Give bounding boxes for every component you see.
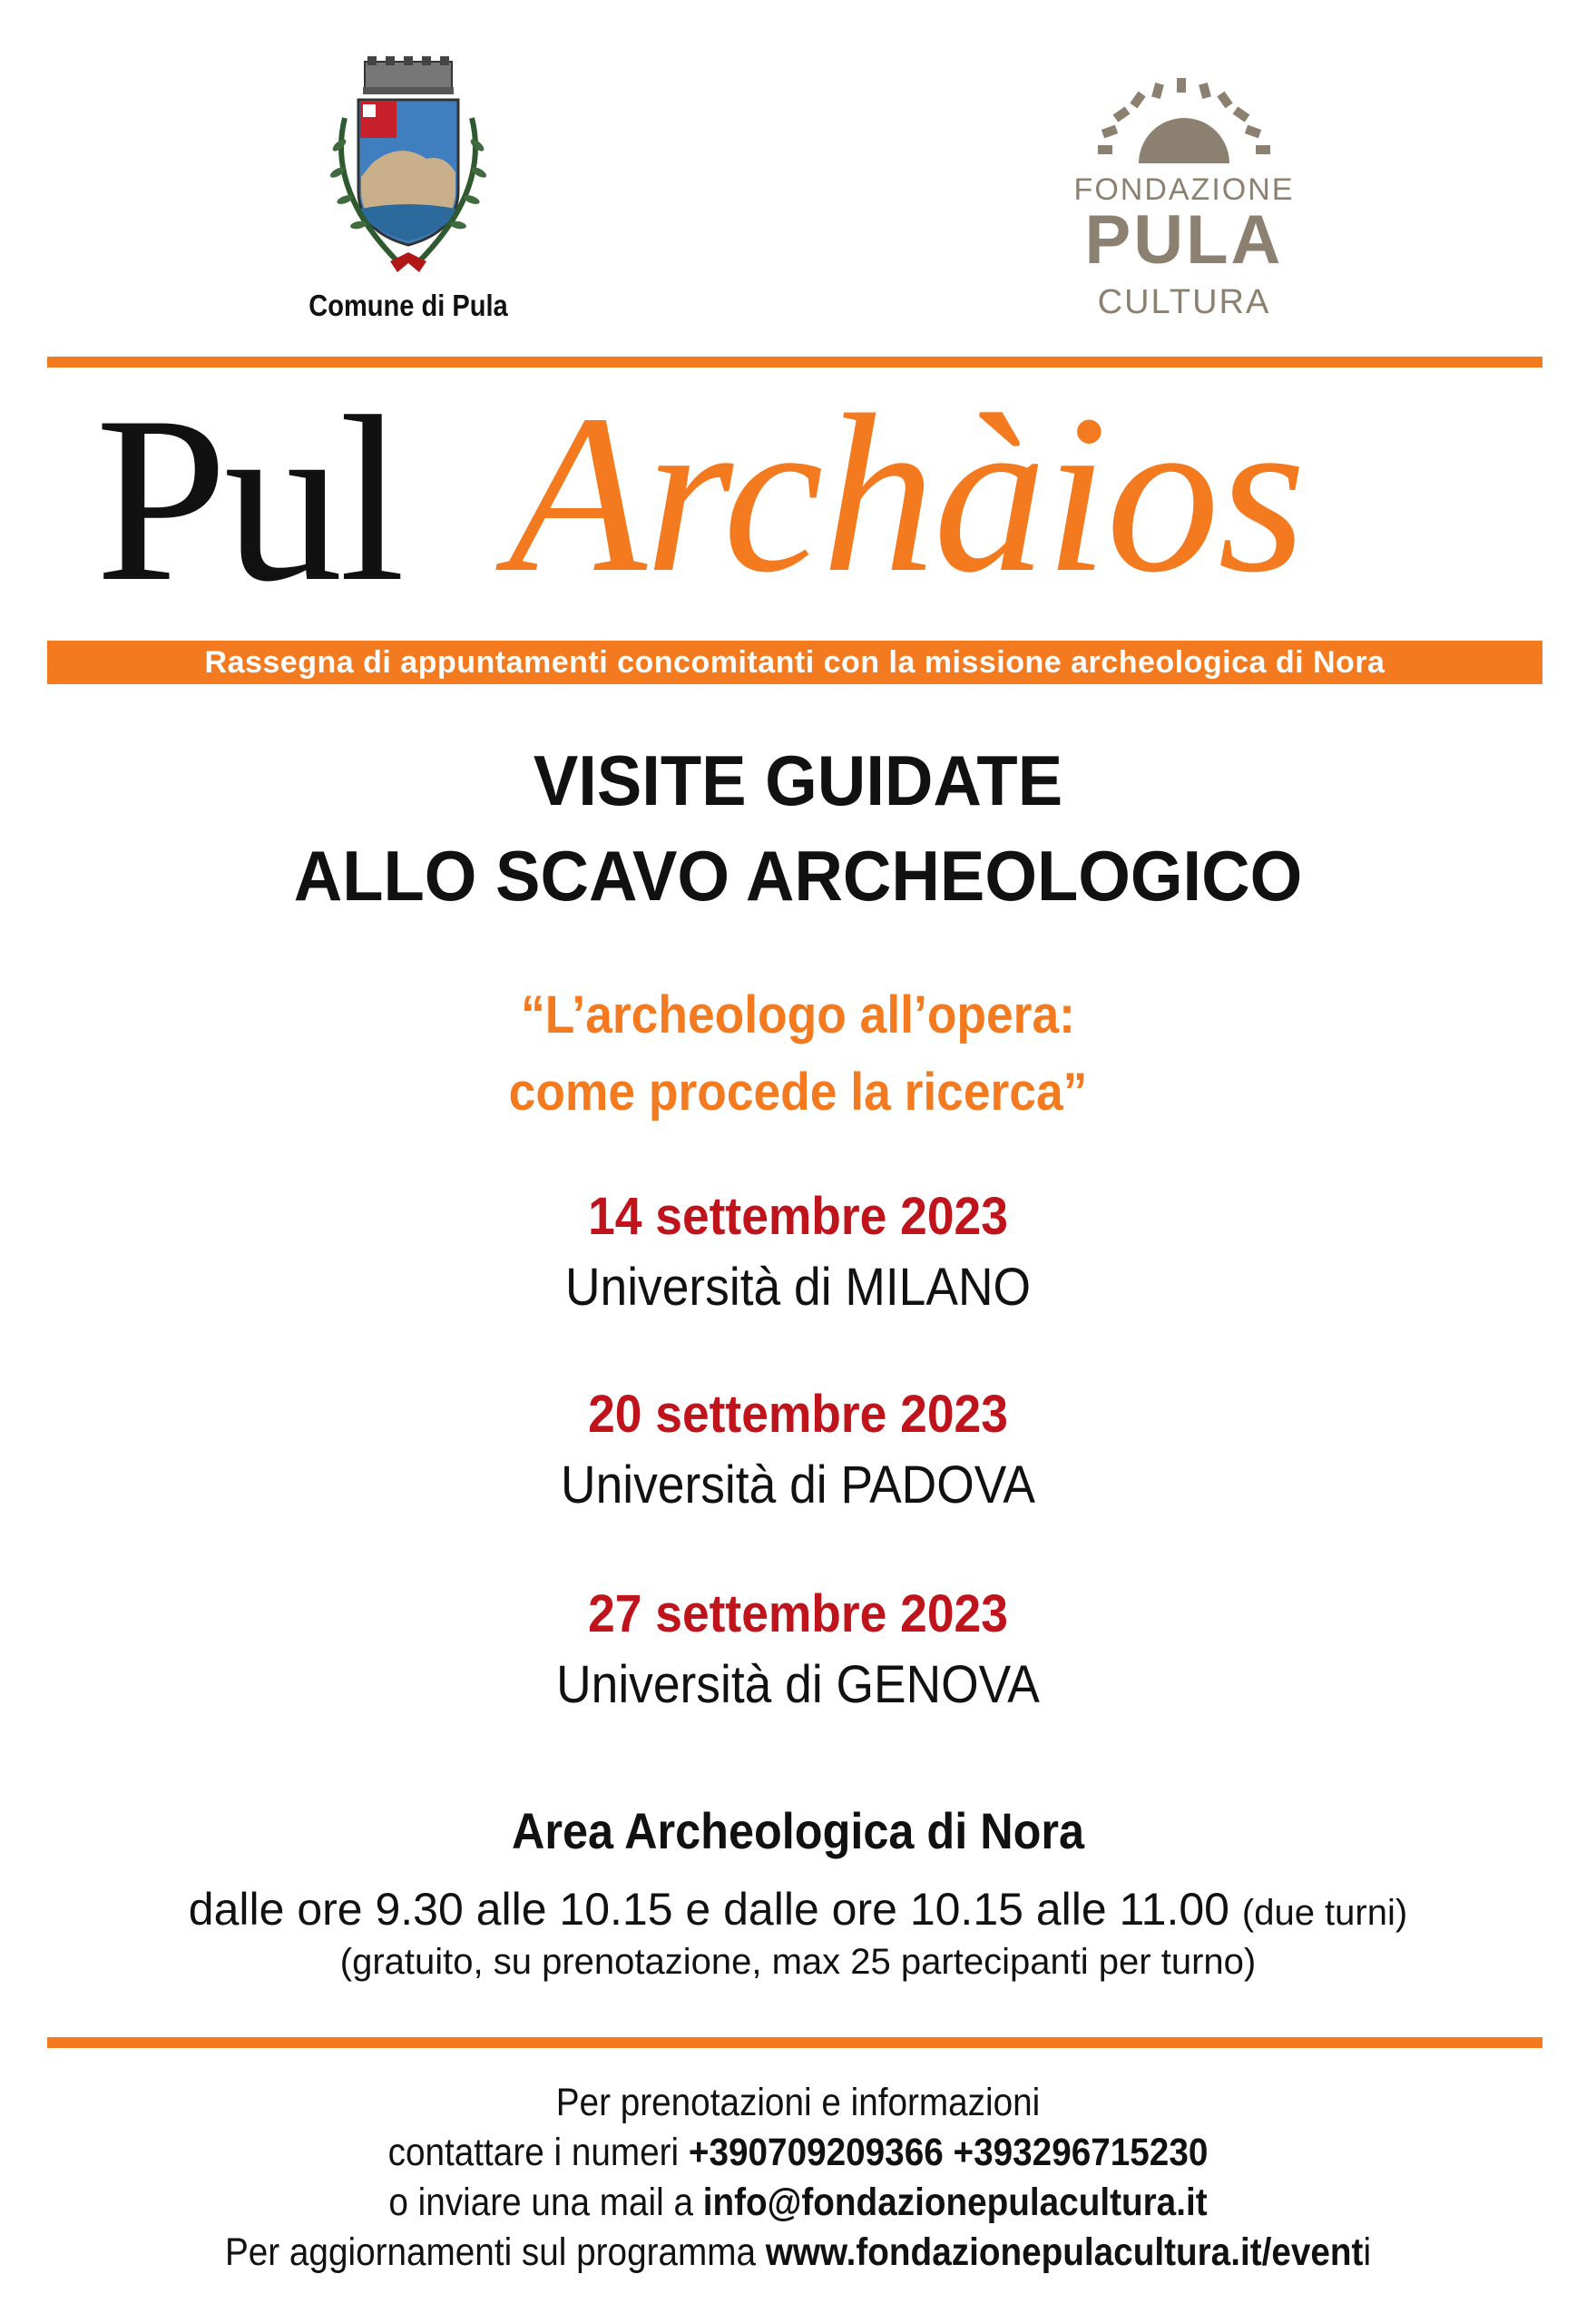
heading-line1: VISITE GUIDATE (533, 740, 1063, 820)
title-part-archaios: Archàios (508, 368, 1305, 620)
fondazione-arch-logo (1080, 77, 1288, 163)
event-university: Università di GENOVA (556, 1655, 1040, 1714)
location-times-line (0, 1883, 1596, 1936)
contacts-phones-line (80, 2131, 1516, 2175)
event-university: Università di PADOVA (561, 1456, 1035, 1514)
event-date: 20 settembre 2023 (588, 1385, 1008, 1444)
subtitle-banner: Rassegna di appuntamenti concomitanti con la missione archeologica di Nora (47, 641, 1542, 684)
contacts-email-line (80, 2181, 1516, 2225)
comune-label: Comune di Pula (308, 289, 508, 322)
event-date: 14 settembre 2023 (588, 1187, 1008, 1246)
event-date: 27 settembre 2023 (588, 1584, 1008, 1643)
comune-crest-logo (318, 54, 499, 281)
subtitle-line1: “L’archeologo all’opera: (521, 985, 1075, 1044)
contacts-email-link[interactable]: info@fondazionepulacultura.it (702, 2181, 1208, 2224)
contacts-website-suffix: i (1363, 2230, 1372, 2274)
contacts-intro: Per prenotazioni e informazioni (555, 2081, 1041, 2124)
title-part-pul: Pul (95, 368, 402, 631)
contacts-phones[interactable]: +390709209366 +393296715230 (688, 2131, 1209, 2174)
location-times: dalle ore 9.30 alle 10.15 e dalle ore 10.15 alle 11.00 (188, 1884, 1229, 1935)
contacts-email-prefix: o inviare una mail a (388, 2181, 703, 2224)
heading-line2: ALLO SCAVO ARCHEOLOGICO (293, 836, 1303, 916)
contacts-website-link[interactable]: www.fondazionepulacultura.it/event (765, 2230, 1364, 2274)
contacts-website-prefix: Per aggiornamenti sul programma (224, 2230, 766, 2274)
location-name: Area Archeologica di Nora (511, 1802, 1085, 1859)
fondazione-name-line2: PULA (1084, 201, 1284, 279)
location-note: (gratuito, su prenotazione, max 25 partecipanti per turno) (339, 1942, 1257, 1982)
contacts-website-line (80, 2230, 1516, 2275)
event-university: Università di MILANO (564, 1258, 1031, 1317)
fondazione-name-line1: FONDAZIONE (1073, 172, 1295, 207)
location-turns: (due turni) (1241, 1893, 1408, 1933)
contacts-phones-prefix: contattare i numeri (387, 2131, 689, 2174)
subtitle-line2: come procede la ricerca” (508, 1063, 1088, 1122)
bottom-divider (47, 2037, 1542, 2048)
fondazione-name-line3: CULTURA (1097, 283, 1271, 321)
